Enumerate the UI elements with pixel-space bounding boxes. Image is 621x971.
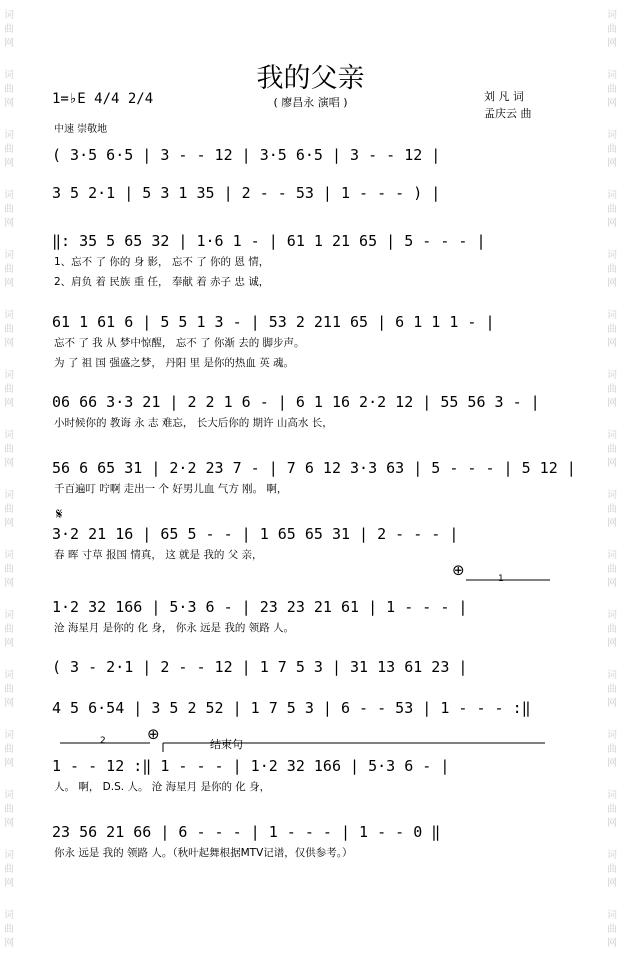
watermark-char: 词 (607, 70, 617, 81)
watermark-char: 网 (607, 818, 617, 829)
notation-row: 4 5 6·54 | 3 5 2 52 | 1 7 5 3 | 6 - - 53 | 1 - - - :‖ (52, 699, 531, 717)
coda-sign-bottom: ⊕ (147, 725, 160, 743)
watermark-char: 曲 (607, 144, 617, 155)
watermark-char: 词 (4, 430, 14, 441)
watermark-char: 网 (607, 338, 617, 349)
segno-sign: 𝄋 (56, 505, 63, 523)
watermark-char: 词 (4, 250, 14, 261)
watermark-char: 曲 (4, 744, 14, 755)
watermark-char: 词 (607, 10, 617, 21)
watermark-char: 网 (607, 578, 617, 589)
lyric-line: 春 晖 寸草 报国 情真， 这 就是 我的 父 亲， (54, 549, 263, 561)
watermark-char: 曲 (4, 684, 14, 695)
watermark-char: 网 (4, 98, 14, 109)
tempo-marking: 中速 崇敬地 (54, 124, 108, 135)
coda-sign-top: ⊕ (452, 561, 465, 579)
watermark-char: 曲 (4, 924, 14, 935)
lyric-line: 1、忘不 了 你的 身 影， 忘不 了 你的 恩 情， (54, 256, 270, 268)
performer-subtitle: ( 廖昌永 演唱 ) (273, 96, 348, 109)
watermark-char: 曲 (607, 564, 617, 575)
watermark-char: 网 (4, 158, 14, 169)
watermark-char: 曲 (4, 624, 14, 635)
watermark-char: 词 (607, 310, 617, 321)
watermark-char: 词 (4, 130, 14, 141)
ending-phrase-label: 结束句 (210, 738, 243, 751)
watermark-char: 网 (4, 398, 14, 409)
watermark-char: 网 (607, 458, 617, 469)
lyric-line: 2、肩负 着 民族 重 任， 奉献 着 赤子 忠 诚， (54, 276, 270, 288)
watermark-char: 词 (607, 550, 617, 561)
watermark-char: 曲 (4, 144, 14, 155)
watermark-char: 曲 (607, 384, 617, 395)
watermark-char: 曲 (4, 564, 14, 575)
watermark-char: 曲 (607, 684, 617, 695)
watermark-char: 网 (4, 278, 14, 289)
watermark-char: 网 (4, 458, 14, 469)
watermark-char: 词 (4, 190, 14, 201)
watermark-char: 网 (4, 878, 14, 889)
notation-row: 61 1 61 6 | 5 5 1 3 - | 53 2 211 65 | 6 1 1 1 - | (52, 313, 495, 331)
watermark-char: 网 (4, 38, 14, 49)
watermark-char: 网 (4, 938, 14, 949)
watermark-char: 网 (4, 638, 14, 649)
watermark-char: 网 (607, 878, 617, 889)
watermark-char: 曲 (4, 204, 14, 215)
volta-1-label: 1 (498, 574, 504, 584)
watermark-char: 曲 (4, 864, 14, 875)
watermark-char: 词 (4, 70, 14, 81)
watermark-char: 词 (607, 790, 617, 801)
watermark-char: 网 (607, 698, 617, 709)
notation-row: ( 3 - 2·1 | 2 - - 12 | 1 7 5 3 | 31 13 61 23 | (52, 658, 468, 676)
lyric-line: 为 了 祖 国 强盛之梦， 丹阳 里 是你的热血 英 魂。 (54, 357, 295, 369)
watermark-char: 词 (4, 670, 14, 681)
watermark-char: 词 (4, 370, 14, 381)
watermark-char: 曲 (4, 504, 14, 515)
lyric-line: 人。 啊， D.S. 人。 沧 海星月 是你的 化 身， (54, 781, 271, 793)
watermark-char: 网 (607, 938, 617, 949)
song-title: 我的父亲 (256, 63, 365, 94)
notation-row: 23 56 21 66 | 6 - - - | 1 - - - | 1 - - 0 ‖ (52, 823, 441, 841)
key-signature: 1=♭E 4/4 2/4 (52, 91, 154, 107)
watermark-char: 网 (4, 758, 14, 769)
watermark-char: 词 (4, 610, 14, 621)
watermark-char: 词 (607, 490, 617, 501)
notation-row: 1 - - 12 :‖ 1 - - - | 1·2 32 166 | 5·3 6 - | (52, 757, 450, 775)
watermark-char: 曲 (607, 84, 617, 95)
watermark-char: 曲 (607, 744, 617, 755)
notation-row: 56 6 65 31 | 2·2 23 7 - | 7 6 12 3·3 63 | 5 - - - | 5 12 | (52, 459, 576, 477)
watermark-char: 词 (607, 190, 617, 201)
volta-2-label: 2 (100, 736, 106, 746)
watermark-char: 网 (607, 98, 617, 109)
watermark-char: 网 (4, 218, 14, 229)
watermark-char: 曲 (607, 204, 617, 215)
watermark-char: 词 (4, 730, 14, 741)
watermark-char: 词 (607, 670, 617, 681)
watermark-char: 曲 (4, 264, 14, 275)
lyric-line: 小时候你的 教诲 永 志 难忘， 长大后你的 期许 山高水 长， (54, 417, 333, 429)
watermark-char: 网 (607, 218, 617, 229)
watermark-char: 词 (607, 610, 617, 621)
watermark-char: 曲 (607, 24, 617, 35)
watermark-char: 词 (607, 850, 617, 861)
notation-row: ( 3·5 6·5 | 3 - - 12 | 3·5 6·5 | 3 - - 12 | (52, 146, 441, 164)
watermark-char: 词 (4, 850, 14, 861)
watermark-char: 网 (4, 578, 14, 589)
watermark-char: 词 (607, 130, 617, 141)
watermark-char: 曲 (4, 24, 14, 35)
watermark-char: 曲 (607, 324, 617, 335)
watermark-char: 网 (4, 818, 14, 829)
watermark-char: 词 (607, 430, 617, 441)
watermark-char: 词 (4, 490, 14, 501)
watermark-char: 网 (607, 398, 617, 409)
watermark-char: 网 (4, 518, 14, 529)
watermark-char: 网 (607, 638, 617, 649)
watermark-char: 词 (4, 10, 14, 21)
watermark-char: 词 (4, 790, 14, 801)
lyric-line: 忘不 了 我 从 梦中惊醒， 忘不 了 你渐 去的 脚步声。 (54, 337, 305, 349)
watermark-char: 网 (4, 338, 14, 349)
watermark-char: 词 (607, 250, 617, 261)
watermark-char: 曲 (607, 504, 617, 515)
lyric-line: 你永 远是 我的 领路 人。（秋叶起舞根据MTV记谱，仅供参考。） (54, 847, 353, 859)
notation-row: 3·2 21 16 | 65 5 - - | 1 65 65 31 | 2 - - - | (52, 525, 459, 543)
watermark-char: 曲 (607, 264, 617, 275)
watermark-char: 词 (607, 370, 617, 381)
watermark-char: 词 (607, 910, 617, 921)
notation-row: 3 5 2·1 | 5 3 1 35 | 2 - - 53 | 1 - - - ) | (52, 184, 441, 202)
watermark-char: 网 (607, 518, 617, 529)
watermark-char: 曲 (607, 804, 617, 815)
watermark-char: 词 (607, 730, 617, 741)
watermark-char: 曲 (4, 384, 14, 395)
watermark-char: 曲 (4, 84, 14, 95)
watermark-char: 曲 (4, 444, 14, 455)
lyric-line: 千百遍叮 咛啊 走出一 个 好男儿血 气方 刚。 啊， (54, 483, 288, 495)
watermark-char: 网 (607, 758, 617, 769)
composer-credit: 孟庆云 曲 (484, 107, 532, 120)
watermark-char: 网 (607, 158, 617, 169)
notation-row: 1·2 32 166 | 5·3 6 - | 23 23 21 61 | 1 - - - | (52, 598, 468, 616)
watermark-char: 曲 (4, 324, 14, 335)
watermark-char: 曲 (607, 864, 617, 875)
watermark-char: 网 (4, 698, 14, 709)
watermark-char: 曲 (607, 924, 617, 935)
watermark-char: 词 (4, 910, 14, 921)
watermark-char: 网 (607, 278, 617, 289)
watermark-char: 曲 (4, 804, 14, 815)
lyricist-credit: 刘 凡 词 (484, 90, 524, 103)
lyric-line: 沧 海星月 是你的 化 身， 你永 远是 我的 领路 人。 (54, 622, 295, 634)
watermark-char: 词 (4, 550, 14, 561)
watermark-char: 词 (4, 310, 14, 321)
notation-row: 06 66 3·3 21 | 2 2 1 6 - | 6 1 16 2·2 12 | 55 56 3 - | (52, 393, 540, 411)
watermark-char: 网 (607, 38, 617, 49)
watermark-char: 曲 (607, 624, 617, 635)
watermark-char: 曲 (607, 444, 617, 455)
notation-row: ‖: 35 5 65 32 | 1·6 1 - | 61 1 21 65 | 5 - - - | (52, 232, 486, 250)
